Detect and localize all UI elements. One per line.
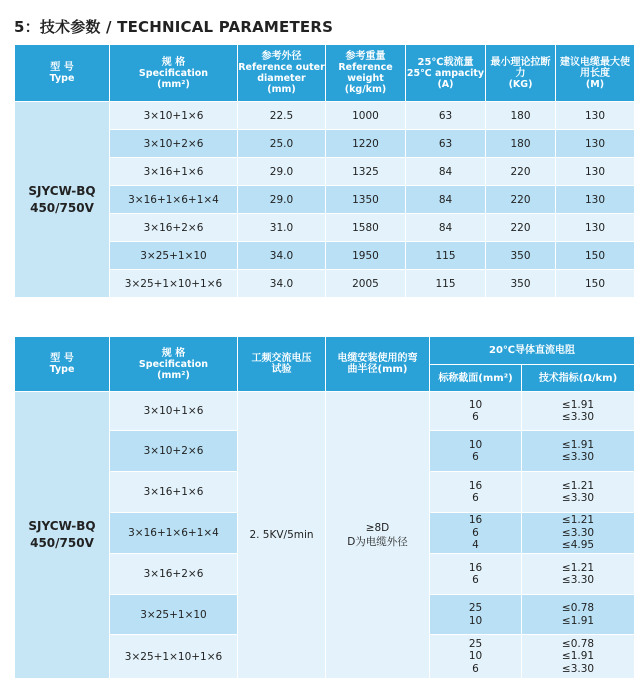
nominal-cell xyxy=(430,554,522,595)
model-name: SJYCW-BQ xyxy=(15,518,109,535)
ampacity-cell: 115 xyxy=(406,242,486,270)
table2-header-row xyxy=(15,337,634,365)
weight-cell: 1000 xyxy=(326,102,406,130)
index-value: ≤3.30 xyxy=(522,527,634,540)
index-value: ≤0.78 xyxy=(522,602,634,615)
tensile-cell: 350 xyxy=(486,270,556,298)
nominal-value: 10 xyxy=(430,399,521,412)
header-label: (M) xyxy=(556,79,634,90)
diameter-cell: 25.0 xyxy=(238,130,326,158)
nominal-value: 10 xyxy=(430,650,521,663)
nominal-value: 6 xyxy=(430,574,521,587)
spec-cell: 3×10+1×6 xyxy=(110,392,238,431)
header-label: Specification xyxy=(110,359,237,370)
length-cell: 130 xyxy=(556,214,634,242)
section-title: 5：技术参数 / TECHNICAL PARAMETERS xyxy=(14,16,333,37)
header-label: 参考重量 xyxy=(326,51,405,62)
index-value: ≤1.91 xyxy=(522,615,634,628)
length-cell: 150 xyxy=(556,242,634,270)
nominal-value: 25 xyxy=(430,602,521,615)
header-label: (KG) xyxy=(486,79,555,90)
index-value: ≤1.91 xyxy=(522,399,634,412)
model-name: SJYCW-BQ xyxy=(15,183,109,200)
header-label: Type xyxy=(15,73,109,84)
header-label: Type xyxy=(15,364,109,375)
index-cell xyxy=(522,472,634,513)
ampacity-cell: 115 xyxy=(406,270,486,298)
tensile-cell: 180 xyxy=(486,130,556,158)
nominal-cell xyxy=(430,472,522,513)
nominal-cell xyxy=(430,392,522,431)
col-header-model xyxy=(15,45,110,102)
col-header-voltage-test: 工频交流电压试验 xyxy=(238,337,326,392)
header-label: (mm) xyxy=(238,84,325,95)
technical-parameters-table xyxy=(14,44,634,298)
resistance-parameters-table xyxy=(14,336,634,679)
col-header-tensile xyxy=(486,45,556,102)
length-cell: 130 xyxy=(556,186,634,214)
spec-cell: 3×16+1×6 xyxy=(110,158,238,186)
spec-cell: 3×16+1×6 xyxy=(110,472,238,513)
header-label: 25℃载流量 xyxy=(406,57,485,68)
index-cell xyxy=(522,635,634,679)
index-cell xyxy=(522,513,634,554)
ampacity-cell: 63 xyxy=(406,102,486,130)
tensile-cell: 220 xyxy=(486,214,556,242)
index-cell xyxy=(522,554,634,595)
header-label: Specification xyxy=(110,68,237,79)
nominal-value: 16 xyxy=(430,480,521,493)
spec-cell: 3×25+1×10+1×6 xyxy=(110,270,238,298)
index-value: ≤3.30 xyxy=(522,574,634,587)
header-label: 建议电缆最大使用长度 xyxy=(556,57,634,79)
diameter-cell: 34.0 xyxy=(238,270,326,298)
index-value: ≤1.21 xyxy=(522,562,634,575)
index-value: ≤0.78 xyxy=(522,638,634,651)
header-label: Reference weight xyxy=(326,62,405,84)
col-header-nominal-section: 标称截面(mm²) xyxy=(430,365,522,392)
diameter-cell: 29.0 xyxy=(238,186,326,214)
diameter-cell: 31.0 xyxy=(238,214,326,242)
bend-radius-cell xyxy=(326,392,430,679)
ampacity-cell: 84 xyxy=(406,186,486,214)
weight-cell: 1325 xyxy=(326,158,406,186)
tensile-cell: 180 xyxy=(486,102,556,130)
index-value: ≤3.30 xyxy=(522,451,634,464)
length-cell: 130 xyxy=(556,130,634,158)
nominal-value: 25 xyxy=(430,638,521,651)
weight-cell: 2005 xyxy=(326,270,406,298)
index-value: ≤1.21 xyxy=(522,514,634,527)
table1-header-row xyxy=(15,45,634,102)
col-header-diameter xyxy=(238,45,326,102)
voltage-test-cell: 2. 5KV/5min xyxy=(238,392,326,679)
index-cell xyxy=(522,431,634,472)
nominal-value: 6 xyxy=(430,411,521,424)
tensile-cell: 220 xyxy=(486,186,556,214)
ampacity-cell: 63 xyxy=(406,130,486,158)
header-label: 25℃ ampacity xyxy=(406,68,485,79)
spec-cell: 3×25+1×10 xyxy=(110,595,238,635)
diameter-cell: 29.0 xyxy=(238,158,326,186)
weight-cell: 1580 xyxy=(326,214,406,242)
diameter-cell: 34.0 xyxy=(238,242,326,270)
length-cell: 130 xyxy=(556,158,634,186)
weight-cell: 1220 xyxy=(326,130,406,158)
col-header-resistance: 20℃导体直流电阻 xyxy=(430,337,634,365)
spec-cell: 3×10+1×6 xyxy=(110,102,238,130)
nominal-value: 10 xyxy=(430,439,521,452)
weight-cell: 1350 xyxy=(326,186,406,214)
index-cell xyxy=(522,392,634,431)
model-voltage: 450/750V xyxy=(15,200,109,217)
nominal-value: 16 xyxy=(430,562,521,575)
index-cell xyxy=(522,595,634,635)
length-cell: 150 xyxy=(556,270,634,298)
col-header-length xyxy=(556,45,634,102)
col-header-bend-radius: 电缆安装使用的弯曲半径(mm) xyxy=(326,337,430,392)
nominal-value: 6 xyxy=(430,527,521,540)
tensile-cell: 220 xyxy=(486,158,556,186)
bend-radius-value: ≥8D xyxy=(326,522,429,534)
diameter-cell: 22.5 xyxy=(238,102,326,130)
col-header-weight xyxy=(326,45,406,102)
nominal-cell xyxy=(430,431,522,472)
length-cell: 130 xyxy=(556,102,634,130)
index-value: ≤4.95 xyxy=(522,539,634,552)
header-label: (kg/km) xyxy=(326,84,405,95)
tensile-cell: 350 xyxy=(486,242,556,270)
bend-radius-note: D为电缆外径 xyxy=(326,534,429,549)
nominal-value: 4 xyxy=(430,539,521,552)
model-voltage: 450/750V xyxy=(15,535,109,552)
col-header-ampacity xyxy=(406,45,486,102)
nominal-cell xyxy=(430,513,522,554)
header-label: 参考外径 xyxy=(238,51,325,62)
ampacity-cell: 84 xyxy=(406,158,486,186)
spec-cell: 3×16+2×6 xyxy=(110,554,238,595)
header-label: 型 号 xyxy=(15,62,109,73)
index-value: ≤1.21 xyxy=(522,480,634,493)
table-row xyxy=(15,102,634,130)
col-header-spec xyxy=(110,337,238,392)
nominal-value: 10 xyxy=(430,615,521,628)
col-header-spec xyxy=(110,45,238,102)
nominal-cell xyxy=(430,595,522,635)
ampacity-cell: 84 xyxy=(406,214,486,242)
header-label: 型 号 xyxy=(15,353,109,364)
index-value: ≤3.30 xyxy=(522,411,634,424)
index-value: ≤3.30 xyxy=(522,492,634,505)
spec-cell: 3×25+1×10+1×6 xyxy=(110,635,238,679)
header-label: 规 格 xyxy=(110,348,237,359)
index-value: ≤3.30 xyxy=(522,663,634,676)
spec-cell: 3×10+2×6 xyxy=(110,130,238,158)
model-cell xyxy=(15,392,110,679)
nominal-value: 6 xyxy=(430,451,521,464)
header-label: Reference outer diameter xyxy=(238,62,325,84)
index-value: ≤1.91 xyxy=(522,650,634,663)
nominal-value: 16 xyxy=(430,514,521,527)
model-cell xyxy=(15,102,110,298)
table-row xyxy=(15,392,634,431)
header-label: 最小理论拉断力 xyxy=(486,57,555,79)
spec-cell: 3×16+2×6 xyxy=(110,214,238,242)
spec-cell: 3×16+1×6+1×4 xyxy=(110,186,238,214)
header-label: (mm²) xyxy=(110,370,237,381)
header-label: (mm²) xyxy=(110,79,237,90)
header-label: (A) xyxy=(406,79,485,90)
index-value: ≤1.91 xyxy=(522,439,634,452)
spec-cell: 3×10+2×6 xyxy=(110,431,238,472)
nominal-cell xyxy=(430,635,522,679)
nominal-value: 6 xyxy=(430,492,521,505)
nominal-value: 6 xyxy=(430,663,521,676)
spec-cell: 3×25+1×10 xyxy=(110,242,238,270)
header-label: 规 格 xyxy=(110,57,237,68)
col-header-technical-index: 技术指标(Ω/km) xyxy=(522,365,634,392)
col-header-model xyxy=(15,337,110,392)
weight-cell: 1950 xyxy=(326,242,406,270)
spec-cell: 3×16+1×6+1×4 xyxy=(110,513,238,554)
